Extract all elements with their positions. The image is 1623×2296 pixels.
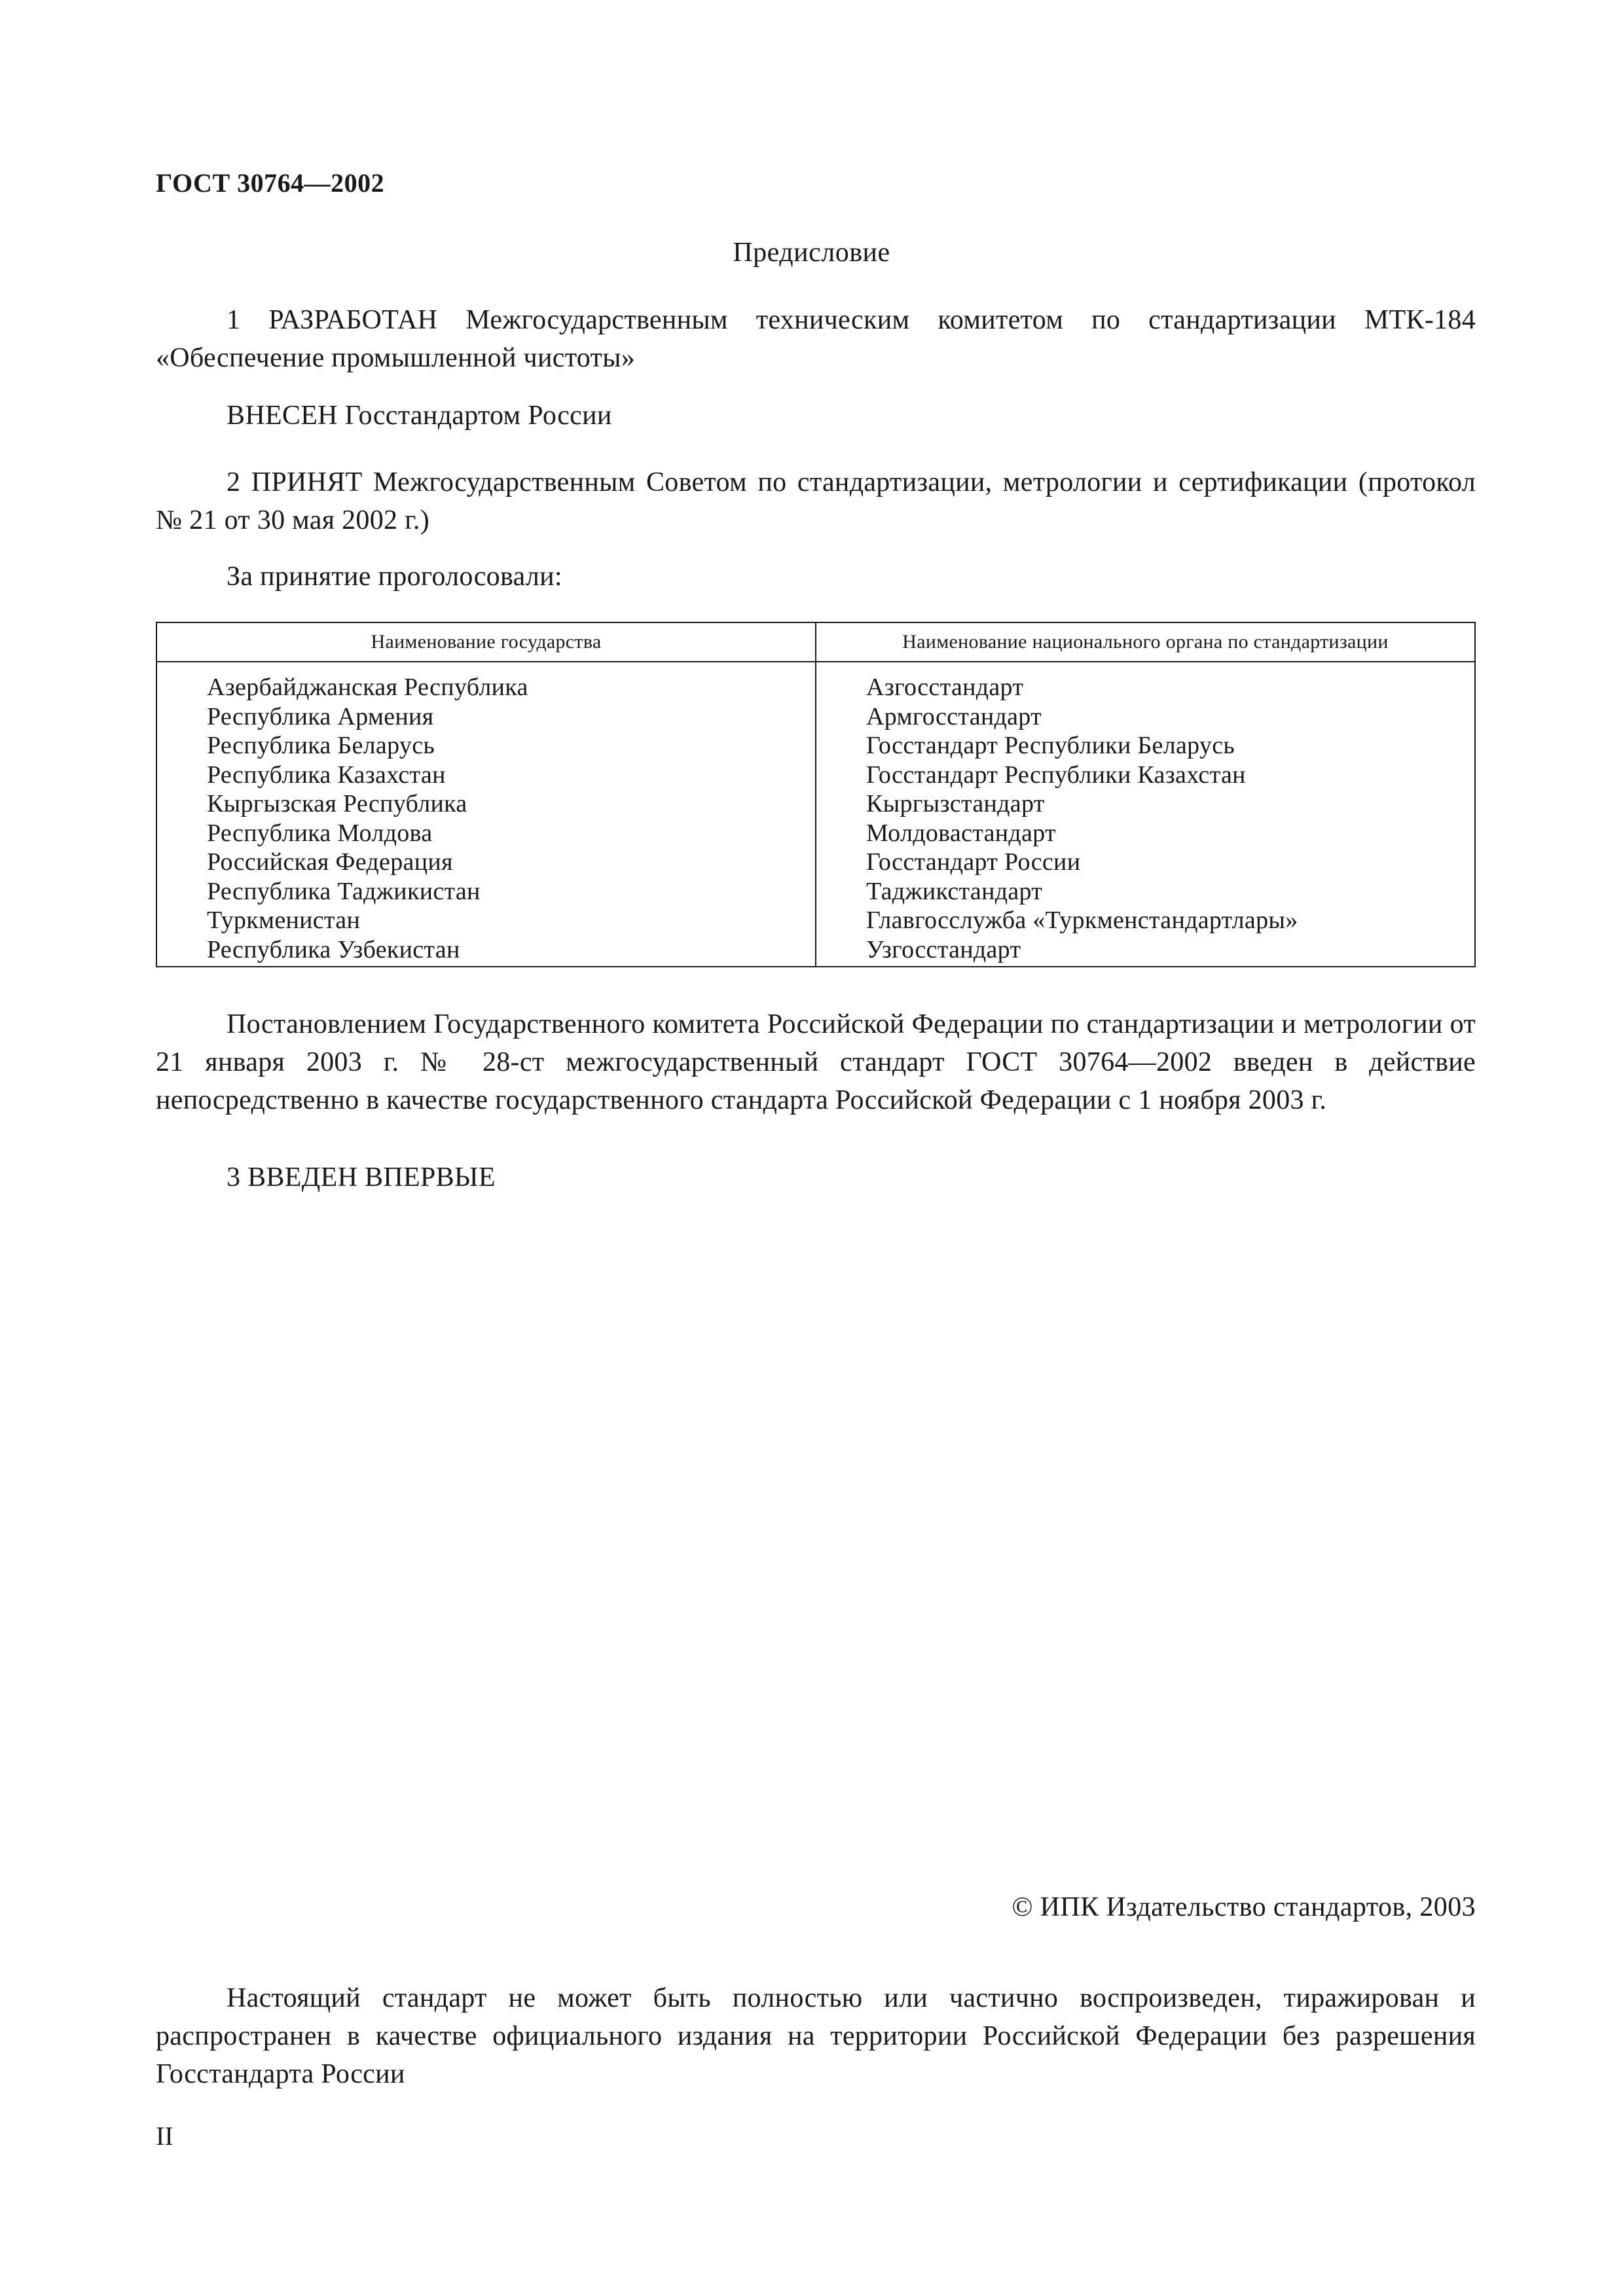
table-header-national-body: Наименование национального органа по стандартизации <box>816 622 1475 662</box>
table-cell-national-body: Армгосстандарт <box>866 702 1042 730</box>
foreword-introduced: ВНЕСЕН Госстандартом России <box>227 401 612 431</box>
table-cell-state: Кыргызская Республика <box>207 790 467 817</box>
page-number: II <box>156 2121 173 2151</box>
foreword-title: Предисловие <box>733 238 890 268</box>
copyright-notice: © ИПК Издательство стандартов, 2003 <box>1012 1892 1476 1922</box>
voting-states-table <box>156 622 1476 967</box>
table-cell-state: Российская Федерация <box>207 848 453 876</box>
table-cell-national-body: Госстандарт Республики Беларусь <box>866 732 1235 759</box>
table-cell-state: Республика Узбекистан <box>207 935 460 963</box>
table-cell-state: Республика Таджикистан <box>207 877 481 905</box>
document-code: ГОСТ 30764—2002 <box>156 168 385 198</box>
table-cell-national-body: Таджикстандарт <box>866 877 1043 905</box>
voted-intro: За принятие проголосовали: <box>227 562 562 592</box>
foreword-item-adopted: 2 ПРИНЯТ Межгосударственным Советом по стандартизации, метрологии и сертификации (протокол № 21 от 30 мая 2002 г.) <box>156 467 1476 535</box>
table-body-row <box>156 662 1475 967</box>
table-header-state: Наименование государства <box>156 622 816 662</box>
table-cell-national-body: Госстандарт России <box>866 848 1081 876</box>
table-cell-national-body: Кыргызстандарт <box>866 790 1045 817</box>
table-header-row <box>156 622 1475 662</box>
table-cell-state: Республика Молдова <box>207 819 433 847</box>
resolution-paragraph: Постановлением Государственного комитета Российской Федерации по стандартизации и метрологии от 21 января 2003 г. № 28-ст межгосударственный стандарт ГОСТ 30764—2002 введен в действие непосредственно в качестве государственного стандарта Российской Федерации с 1 ноября 2003 г. <box>156 1009 1476 1115</box>
table-cell-national-body: Молдовастандарт <box>866 819 1056 847</box>
table-column-national-bodies <box>816 662 1475 967</box>
reproduction-notice: Настоящий стандарт не может быть полностью или частично воспроизведен, тиражирован и распространен в качестве официального издания на территории Российской Федерации без разрешения Госстандарта России <box>156 1983 1476 2089</box>
table-cell-state: Республика Беларусь <box>207 732 435 759</box>
table-cell-national-body: Узгосстандарт <box>866 935 1021 963</box>
table-cell-state: Азербайджанская Республика <box>207 673 528 701</box>
table-cell-state: Туркменистан <box>207 906 361 934</box>
foreword-item-developed: 1 РАЗРАБОТАН Межгосударственным техническим комитетом по стандартизации МТК-184 «Обеспечение промышленной чистоты» <box>156 305 1476 373</box>
table-cell-national-body: Главгосслужба «Туркменстандартлары» <box>866 906 1298 934</box>
table-column-states <box>156 662 816 967</box>
table-cell-state: Республика Армения <box>207 702 434 730</box>
table-cell-national-body: Госстандарт Республики Казахстан <box>866 761 1246 789</box>
table-cell-state: Республика Казахстан <box>207 761 446 789</box>
table-cell-national-body: Азгосстандарт <box>866 673 1024 701</box>
foreword-item-first-introduced: 3 ВВЕДЕН ВПЕРВЫЕ <box>227 1162 496 1193</box>
